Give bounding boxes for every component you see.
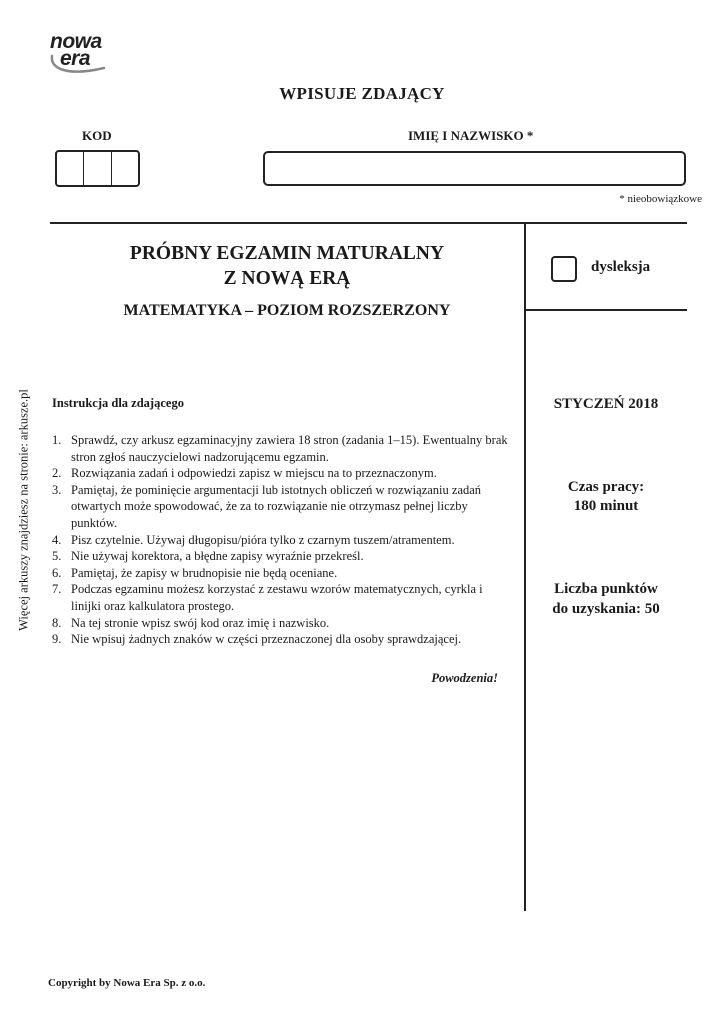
item-text: Na tej stronie wpisz swój kod oraz imię i nazwisko. xyxy=(71,615,330,630)
exam-title-line1: PRÓBNY EGZAMIN MATURALNY xyxy=(129,243,445,264)
good-luck-text: Powodzenia! xyxy=(431,671,498,685)
item-text: Pamiętaj, że zapisy w brudnopisie nie będą oceniane. xyxy=(71,565,338,580)
list-item xyxy=(52,432,514,465)
logo-text-nowa: nowa xyxy=(50,30,102,53)
item-text: Podczas egzaminu możesz korzystać z zestawu wzorów matematycznych, cyrkla i linijki oraz kalkulatora prostego. xyxy=(71,582,483,613)
item-number: 5. xyxy=(52,549,62,564)
instructions-list xyxy=(52,432,514,648)
divider-top xyxy=(50,222,687,224)
list-item xyxy=(52,615,514,632)
item-number: 6. xyxy=(52,565,62,580)
list-item xyxy=(52,548,514,565)
exam-title-line2: Z NOWĄ ERĄ xyxy=(223,268,351,289)
instructions-heading: Instrukcja dla zdającego xyxy=(52,396,184,410)
exam-subject: MATEMATYKA – POZIOM ROZSZERZONY xyxy=(123,302,451,319)
dyslexia-checkbox[interactable] xyxy=(551,256,577,282)
time-value: 180 minut xyxy=(573,498,639,514)
nowa-era-logo xyxy=(48,30,118,78)
header-title: WPISUJE ZDAJĄCY xyxy=(279,84,445,103)
item-text: Nie używaj korektora, a błędne zapisy wyraźnie przekreśl. xyxy=(71,549,364,564)
list-item xyxy=(52,631,514,648)
name-input-box[interactable] xyxy=(263,151,686,186)
name-label: IMIĘ I NAZWISKO * xyxy=(408,128,534,143)
kod-cell[interactable] xyxy=(84,152,111,185)
list-item xyxy=(52,482,514,532)
list-item xyxy=(52,581,514,614)
time-label: Czas pracy: xyxy=(567,479,645,495)
item-text: Pamiętaj, że pominięcie argumentacji lub istotnych obliczeń w rozwiązaniu zadań otwartych może spowodować, że za to rozwiązanie nie otrzymasz pełnej liczby punktów. xyxy=(71,482,482,530)
item-text: Pisz czytelnie. Używaj długopisu/pióra tylko z czarnym tuszem/atramentem. xyxy=(71,532,455,547)
list-item xyxy=(52,532,514,549)
copyright: Copyright by Nowa Era Sp. z o.o. xyxy=(48,977,206,989)
item-number: 9. xyxy=(52,632,62,647)
item-text: Sprawdź, czy arkusz egzaminacyjny zawiera 18 stron (zadania 1–15). Ewentualny brak stron zgłoś nauczycielowi nadzorującemu egzamin. xyxy=(71,433,508,464)
divider-right xyxy=(525,309,687,311)
exam-date: STYCZEŃ 2018 xyxy=(553,396,659,412)
dyslexia-label: dysleksja xyxy=(591,259,651,275)
item-text: Nie wpisuj żadnych znaków w części przeznaczonej dla osoby sprawdzającej. xyxy=(71,632,462,647)
item-text: Rozwiązania zadań i odpowiedzi zapisz w miejscu na to przeznaczonym. xyxy=(71,466,437,481)
item-number: 3. xyxy=(52,482,62,497)
item-number: 2. xyxy=(52,466,62,481)
item-number: 8. xyxy=(52,615,62,630)
optional-note: * nieobowiązkowe xyxy=(619,193,702,205)
logo-text-era: era xyxy=(60,47,91,70)
list-item xyxy=(52,465,514,482)
item-number: 7. xyxy=(52,582,62,597)
kod-cell[interactable] xyxy=(112,152,138,185)
kod-label: KOD xyxy=(82,128,112,143)
item-number: 1. xyxy=(52,433,62,447)
item-number: 4. xyxy=(52,532,62,547)
list-item xyxy=(52,565,514,582)
divider-vertical xyxy=(524,223,526,911)
kod-input-boxes[interactable] xyxy=(55,150,140,187)
points-value: do uzyskania: 50 xyxy=(552,601,660,617)
kod-cell[interactable] xyxy=(57,152,84,185)
side-text: Więcej arkuszy znajdziesz na stronie: arkusze.pl xyxy=(16,389,31,631)
points-label: Liczba punktów xyxy=(554,581,658,597)
